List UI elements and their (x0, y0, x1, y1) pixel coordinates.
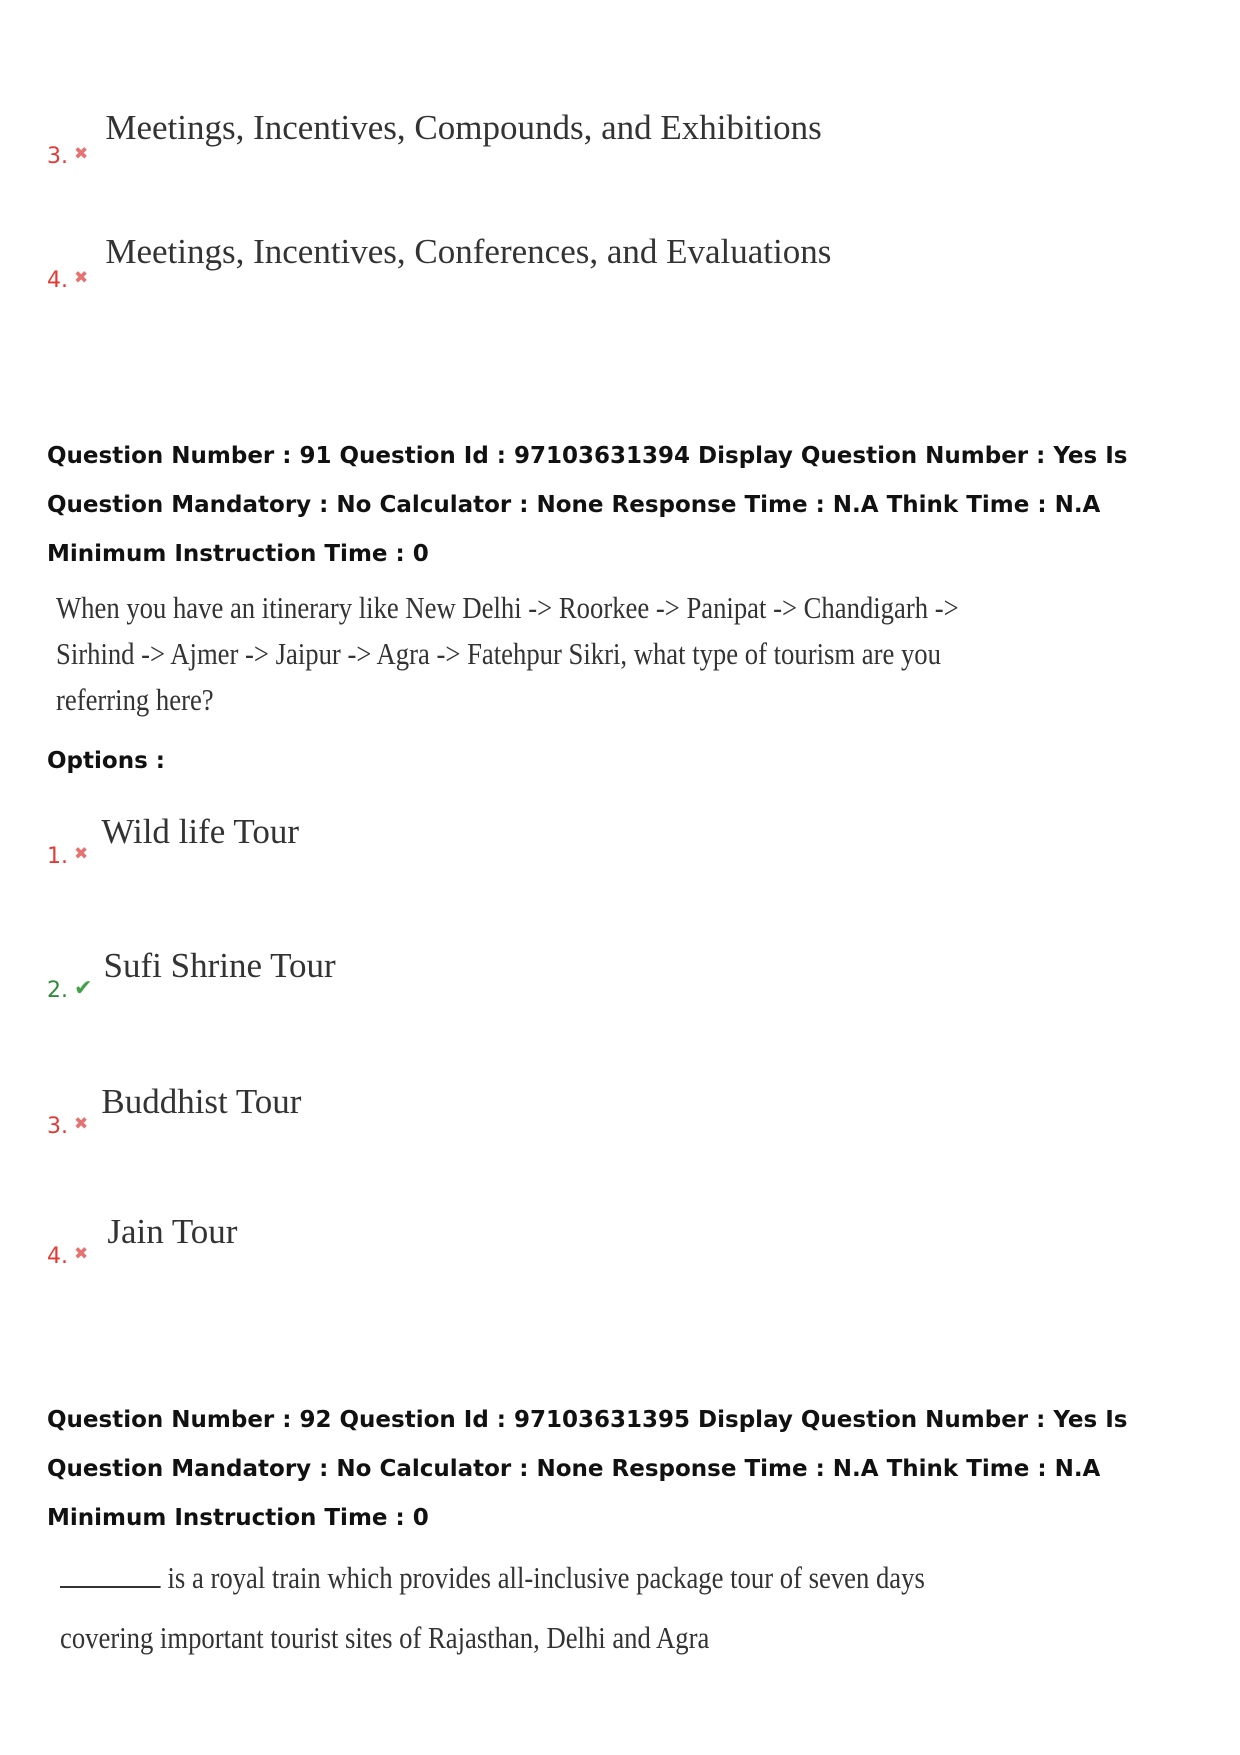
wrong-mark-icon: ✖ (74, 268, 89, 288)
wrong-mark-icon: ✖ (74, 1244, 89, 1264)
option-text: Jain Tour (107, 1212, 238, 1251)
option-number: 1. (47, 844, 68, 869)
question-92-meta: Question Number : 92 Question Id : 97103631395 Display Question Number : Yes Is Question Mandatory : No Calculator : None Response Time : N.A Think Time : N.A Minimum Instruction Time : 0 (47, 1407, 1128, 1531)
question-91-meta: Question Number : 91 Question Id : 97103631394 Display Question Number : Yes Is Question Mandatory : No Calculator : None Response Time : N.A Think Time : N.A Minimum Instruction Time : 0 (47, 443, 1128, 567)
question-text-line: When you have an itinerary like New Delhi -> Roorkee -> Panipat -> Chandigarh -> (56, 590, 959, 625)
wrong-mark-icon: ✖ (74, 144, 89, 164)
question-text-line: covering important tourist sites of Rajasthan, Delhi and Agra (60, 1620, 710, 1655)
option-number: 2. (47, 978, 68, 1003)
correct-check-icon: ✔ (74, 976, 93, 1001)
option-number: 3. (47, 1114, 68, 1139)
question-92-text (60, 1548, 925, 1668)
answer-blank (60, 1586, 161, 1588)
question-text-line: referring here? (56, 682, 214, 717)
prev-option-4 (47, 232, 832, 293)
q91-option-2 (47, 946, 336, 1003)
wrong-mark-icon: ✖ (74, 844, 89, 864)
question-text-line-1: is a royal train which provides all-inclusive package tour of seven days (167, 1560, 925, 1595)
option-number: 3. (47, 144, 68, 169)
option-text: Meetings, Incentives, Conferences, and Evaluations (105, 232, 832, 271)
option-text: Sufi Shrine Tour (103, 946, 336, 985)
option-text: Buddhist Tour (101, 1082, 302, 1121)
option-text: Meetings, Incentives, Compounds, and Exhibitions (105, 108, 822, 147)
prev-option-3 (47, 108, 822, 169)
q91-option-3 (47, 1082, 302, 1139)
option-number: 4. (47, 268, 68, 293)
option-text: Wild life Tour (101, 812, 300, 851)
q91-option-4 (47, 1212, 238, 1269)
question-text-line (60, 1548, 925, 1608)
q91-option-1 (47, 812, 300, 869)
wrong-mark-icon: ✖ (74, 1114, 89, 1134)
option-number: 4. (47, 1244, 68, 1269)
question-text-line: Sirhind -> Ajmer -> Jaipur -> Agra -> Fatehpur Sikri, what type of tourism are you (56, 636, 941, 671)
options-label: Options : (47, 748, 165, 774)
question-91-text (56, 585, 959, 723)
